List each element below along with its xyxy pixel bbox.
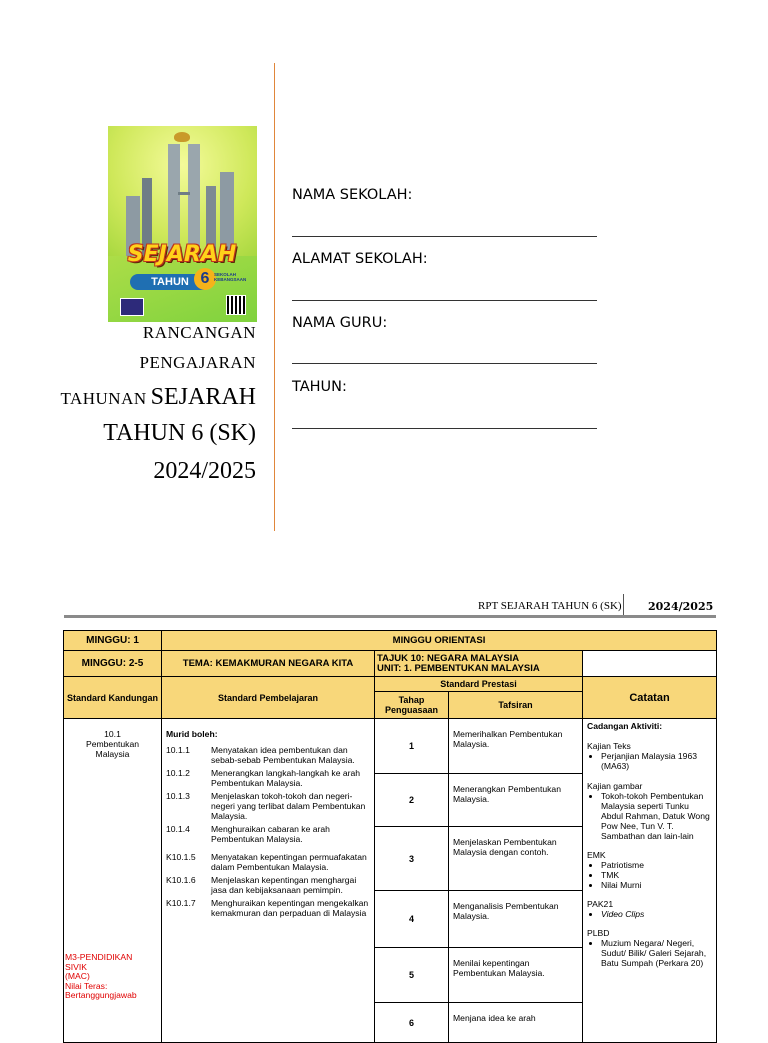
sp-items <box>166 745 370 844</box>
nama-guru-line[interactable] <box>292 363 597 364</box>
learning-standard-text: Menyatakan idea pembentukan dan sebab-sebab Pembentukan Malaysia. <box>211 745 355 765</box>
header-tahap-penguasaan: Tahap Penguasaan <box>375 692 449 719</box>
learning-standard-item <box>166 824 370 844</box>
page-header-year: 2024/2025 <box>648 600 714 613</box>
page-header-separator <box>623 594 624 616</box>
header-standard-pembelajaran: Standard Pembelajaran <box>162 677 375 719</box>
learning-standard-code: 10.1.4 <box>166 824 190 834</box>
murid-boleh-label: Murid boleh: <box>166 729 218 739</box>
tafsiran-text: Menilai kepentingan Pembentukan Malaysia. <box>449 948 583 1003</box>
qr-code-icon <box>227 296 245 314</box>
tema-cell: TEMA: KEMAKMURAN NEGARA KITA <box>162 651 375 677</box>
learning-standard-code: 10.1.3 <box>166 791 190 801</box>
nama-guru-label: NAMA GURU: <box>292 315 388 331</box>
sivik-line: SIVIK <box>65 961 87 972</box>
tp-number: 2 <box>375 774 449 827</box>
pak21-list <box>587 909 712 919</box>
learning-standard-code: K10.1.7 <box>166 898 196 908</box>
vertical-divider <box>274 63 275 531</box>
header-catatan: Catatan <box>583 677 717 719</box>
plan-title-line3 <box>60 384 256 411</box>
kajian-gambar-list <box>587 791 712 841</box>
tp-number: 6 <box>375 1003 449 1043</box>
learning-standard-code: K10.1.6 <box>166 875 196 885</box>
plan-title-line5: 2024/2025 <box>153 458 256 484</box>
empty-cell <box>583 651 717 677</box>
tajuk-unit-cell <box>375 651 583 677</box>
page-header-rule <box>64 615 716 618</box>
learning-standard-code: K10.1.5 <box>166 852 196 862</box>
learning-standard-text: Menjelaskan tokoh-tokoh dan negeri-negeri yang terlibat dalam Pembentukan Malaysia. <box>211 791 366 821</box>
learning-standard-text: Menghuraikan kepentingan mengekalkan kemakmuran dan perpaduan di Malaysia <box>211 898 369 918</box>
skybridge-shape <box>178 192 190 195</box>
sivik-line: M3-PENDIDIKAN <box>65 952 133 962</box>
tajuk-text: TAJUK 10: NEGARA MALAYSIA <box>377 652 520 664</box>
tp-number: 4 <box>375 891 449 948</box>
learning-standard-text: Menyatakan kepentingan permuafakatan dalam Pembentukan Malaysia. <box>211 852 367 872</box>
learning-standard-item <box>166 852 370 872</box>
cadangan-aktiviti-label: Cadangan Aktiviti: <box>587 721 663 731</box>
crest-icon <box>174 132 190 142</box>
cover-tahun-band: TAHUN <box>130 274 210 290</box>
emk-list <box>587 860 712 890</box>
learning-standard-item <box>166 875 370 895</box>
tp-number: 3 <box>375 827 449 891</box>
alamat-sekolah-line[interactable] <box>292 300 597 301</box>
catatan-cell <box>583 719 717 1043</box>
plan-title-line4: TAHUN 6 (SK) <box>103 420 256 446</box>
sivik-line: (MAC) <box>65 971 90 981</box>
learning-standard-item <box>166 768 370 788</box>
learning-standard-code: 10.1.1 <box>166 745 190 755</box>
pak21-label: PAK21 <box>587 899 614 909</box>
standard-kandungan-cell <box>64 719 162 1043</box>
list-item: • Video Clips <box>601 909 712 919</box>
nama-sekolah-line[interactable] <box>292 236 597 237</box>
list-item: • TMK <box>601 870 712 880</box>
list-item: • Muzium Negara/ Negeri, Sudut/ Bilik/ Galeri Sejarah, Batu Sumpah (Perkara 20) <box>601 938 712 968</box>
emk-label: EMK <box>587 850 606 860</box>
kajian-teks-list <box>587 751 712 771</box>
plan-title-line1: RANCANGAN <box>142 323 256 342</box>
cover-school-type: SEKOLAH KEBANGSAAN <box>214 272 247 282</box>
learning-standard-text: Menghuraikan cabaran ke arah Pembentukan Malaysia. <box>211 824 330 844</box>
cover-tahun-number: 6 <box>194 268 216 290</box>
learning-standard-text: Menerangkan langkah-langkah ke arah Pembentukan Malaysia. <box>211 768 361 788</box>
minggu-2-5-cell: MINGGU: 2-5 <box>64 651 162 677</box>
kajian-teks-label: Kajian Teks <box>587 741 631 751</box>
k-items <box>166 852 370 918</box>
tafsiran-text: Memerihalkan Pembentukan Malaysia. <box>449 719 583 774</box>
minggu-orientasi-cell: MINGGU ORIENTASI <box>162 631 717 651</box>
plbd-list <box>587 938 712 968</box>
plan-title-line2: PENGAJARAN <box>139 353 256 372</box>
list-item: • Tokoh-tokoh Pembentukan Malaysia seperti Tunku Abdul Rahman, Datuk Wong Pow Nee, Tun V. T. Sambathan dan lain-lain <box>601 791 712 841</box>
learning-standard-item <box>166 791 370 821</box>
tower-left-shape <box>168 144 180 256</box>
plan-title-sejarah: SEJARAH <box>150 384 256 410</box>
nilai-teras-value: Bertanggungjawab <box>65 990 137 1000</box>
tahun-label: TAHUN: <box>292 379 347 395</box>
learning-standard-item <box>166 898 370 918</box>
tafsiran-text: Menjelaskan Pembentukan Malaysia dengan contoh. <box>449 827 583 891</box>
nilai-teras-label: Nilai Teras: <box>65 980 108 991</box>
tafsiran-text: Menganalisis Pembentukan Malaysia. <box>449 891 583 948</box>
unit-text: UNIT: 1. PEMBENTUKAN MALAYSIA <box>377 662 540 674</box>
rpt-table <box>63 630 717 1043</box>
learning-standard-text: Menjelaskan kepentingan menghargai jasa dan kebijaksanaan pemimpin. <box>211 875 357 895</box>
nama-sekolah-label: NAMA SEKOLAH: <box>292 187 413 203</box>
list-item: • Perjanjian Malaysia 1963 (MA63) <box>601 751 712 771</box>
minggu-1-cell: MINGGU: 1 <box>64 631 162 651</box>
header-tafsiran: Tafsiran <box>449 692 583 719</box>
cover-title: SEJARAH <box>127 242 237 267</box>
alamat-sekolah-label: ALAMAT SEKOLAH: <box>292 251 428 267</box>
page-header-title: RPT SEJARAH TAHUN 6 (SK) <box>478 600 622 612</box>
sivik-note <box>65 953 137 1001</box>
tp-number: 1 <box>375 719 449 774</box>
list-item: • Patriotisme <box>601 860 712 870</box>
tahun-line[interactable] <box>292 428 597 429</box>
plbd-label: PLBD <box>587 928 610 938</box>
header-standard-kandungan: Standard Kandungan <box>64 677 162 719</box>
header-standard-prestasi: Standard Prestasi <box>375 677 583 692</box>
list-item: • Nilai Murni <box>601 880 712 890</box>
learning-standard-code: 10.1.2 <box>166 768 190 778</box>
learning-standard-item <box>166 745 370 765</box>
standard-pembelajaran-cell <box>162 719 375 1043</box>
tp-number: 5 <box>375 948 449 1003</box>
book-cover-image <box>108 126 257 322</box>
kajian-gambar-label: Kajian gambar <box>587 781 643 791</box>
publisher-logo-icon <box>120 298 144 316</box>
tafsiran-text: Menerangkan Pembentukan Malaysia. <box>449 774 583 827</box>
plan-title-tahunan: TAHUNAN <box>60 389 147 408</box>
standard-kandungan-text: 10.1 Pembentukan Malaysia <box>85 729 140 759</box>
tafsiran-text: Menjana idea ke arah <box>449 1003 583 1043</box>
tower-right-shape <box>188 144 200 256</box>
